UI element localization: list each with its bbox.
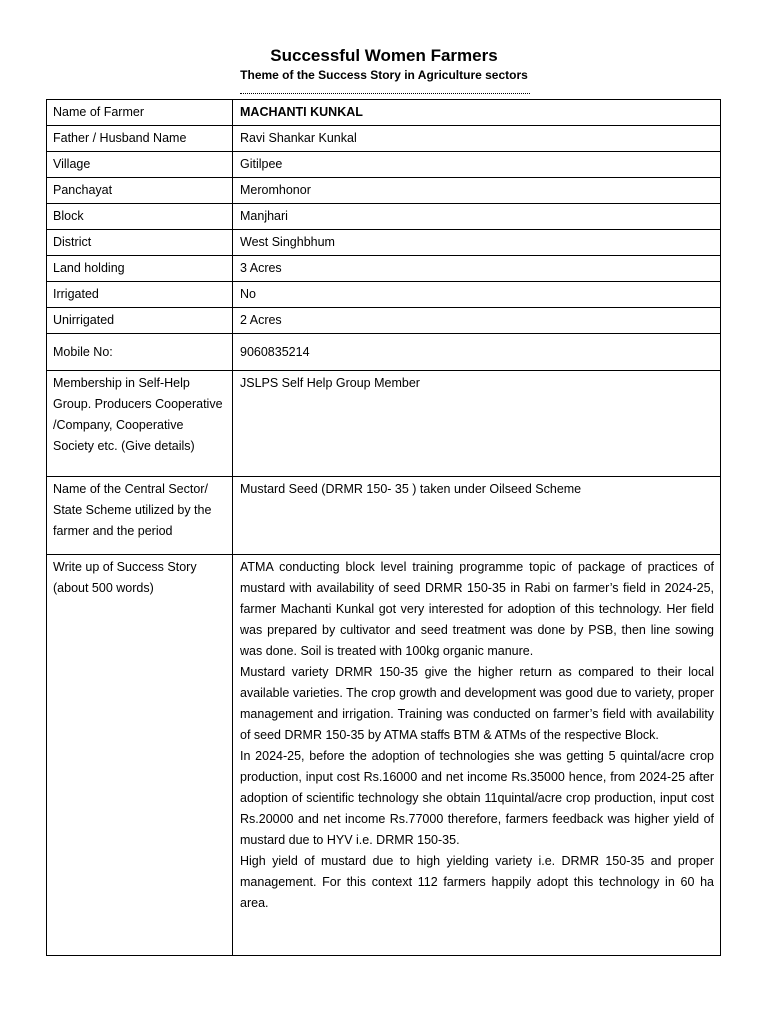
row-label: Write up of Success Story (about 500 words) (47, 555, 233, 956)
farmer-details-table (46, 99, 721, 956)
row-value: Manjhari (233, 204, 721, 230)
table-row (47, 152, 721, 178)
row-label: Village (47, 152, 233, 178)
row-value: 2 Acres (233, 308, 721, 334)
story-paragraph: Mustard variety DRMR 150-35 give the higher return as compared to their local available varieties. The crop growth and development was good due to variety, proper management and irrigation. Training was conducted on farmer’s field with availability of seed DRMR 150-35 by ATMA staffs BTM & ATMs of the respective Block. (240, 665, 714, 742)
table-row (47, 371, 721, 477)
story-paragraph: ATMA conducting block level training programme topic of package of practices of mustard with availability of seed DRMR 150-35 in Rabi on farmer’s field in 2024-25, farmer Machanti Kunkal got very interested for adoption of this technology. Her field was prepared by cultivator and seed treatment was done by PSB, then line sowing was done. Soil is treated with 100kg organic manure. (240, 560, 714, 658)
table-row (47, 477, 721, 555)
table-row (47, 256, 721, 282)
table-row (47, 334, 721, 371)
row-label: District (47, 230, 233, 256)
dotted-line (240, 83, 530, 94)
row-value: No (233, 282, 721, 308)
table-row (47, 100, 721, 126)
story-paragraph: High yield of mustard due to high yielding variety i.e. DRMR 150-35 and proper management. For this context 112 farmers happily adopt this technology in 60 ha area. (240, 854, 714, 910)
row-label: Panchayat (47, 178, 233, 204)
row-value: 3 Acres (233, 256, 721, 282)
story-paragraph: In 2024-25, before the adoption of technologies she was getting 5 quintal/acre crop production, input cost Rs.16000 and net income Rs.35000 hence, from 2024-25 after adoption of scientific technology she obtain 11quintal/acre crop production, input cost Rs.20000 and net income Rs.77000 therefore, farmers feedback was higher yield of mustard due to HYV i.e. DRMR 150-35. (240, 749, 714, 847)
row-value: 9060835214 (233, 334, 721, 371)
success-story-text (233, 555, 721, 956)
row-label: Land holding (47, 256, 233, 282)
row-value: Gitilpee (233, 152, 721, 178)
table-row (47, 230, 721, 256)
row-label: Father / Husband Name (47, 126, 233, 152)
row-label: Name of the Central Sector/ State Scheme utilized by the farmer and the period (47, 477, 233, 555)
table-row (47, 308, 721, 334)
row-value: JSLPS Self Help Group Member (233, 371, 721, 477)
row-value: Meromhonor (233, 178, 721, 204)
table-row (47, 282, 721, 308)
farmer-name-value: MACHANTI KUNKAL (233, 100, 721, 126)
row-value: West Singhbhum (233, 230, 721, 256)
table-row (47, 555, 721, 956)
page-subtitle: Theme of the Success Story in Agriculture sectors (240, 68, 528, 82)
table-row (47, 204, 721, 230)
row-label: Membership in Self-Help Group. Producers Cooperative /Company, Cooperative Society etc. (Give details) (47, 371, 233, 477)
table-row (47, 126, 721, 152)
row-label: Unirrigated (47, 308, 233, 334)
page-title: Successful Women Farmers (270, 46, 498, 65)
table-row (47, 178, 721, 204)
row-value: Ravi Shankar Kunkal (233, 126, 721, 152)
row-label: Name of Farmer (47, 100, 233, 126)
row-label: Mobile No: (47, 334, 233, 371)
row-value: Mustard Seed (DRMR 150- 35 ) taken under Oilseed Scheme (233, 477, 721, 555)
row-label: Irrigated (47, 282, 233, 308)
row-label: Block (47, 204, 233, 230)
